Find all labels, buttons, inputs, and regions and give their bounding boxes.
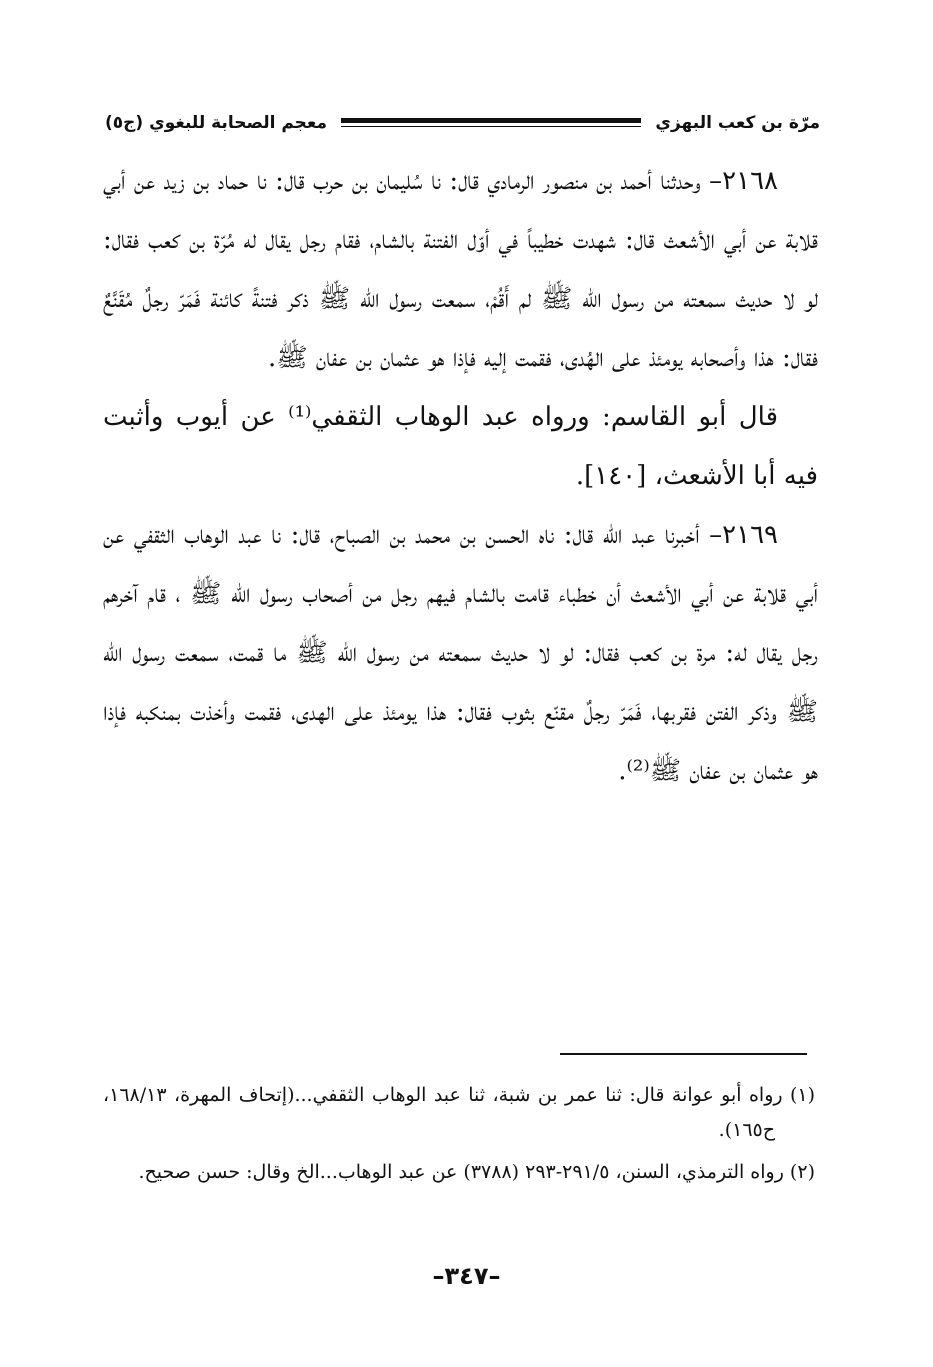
running-header — [105, 108, 820, 138]
footnotes — [103, 1078, 815, 1197]
footnote-2: (٢) رواه الترمذي، السنن، ٢٩١/٥-٢٩٣ (٣٧٨٨) عن عبد الوهاب...الخ وقال: حسن صحيح. — [138, 1161, 815, 1183]
footnote-1: (١) رواه أبو عوانة قال: ثنا عمر بن شبة، ثنا عبد الوهاب الثقفي...(إتحاف المهرة، ١٦٨/١٣، ح١٦٥). — [103, 1084, 815, 1141]
header-rule — [341, 118, 641, 123]
hadith-2168: ٢١٦٨– وحدثنا أحمد بن منصور الرمادي قال: نا سُليمان بن حرب قال: نا حماد بن زيد عن أبي قلابة عن أبي الأشعث قال: شهدت خطيباً في أوّل الفتنة بالشام، فقام رجل يقال له مُرّة بن كعب فقال: لو لا حديث سمعته من رسول اللّه ﷺ لم أَقُمْ، سمعت رسول اللّه ﷺ ذكر فتنةً كائنة فَمَرّ رجلٌ مُقَنَّعٌ فقال: هذا وأصحابه يومئذ على الهُدى، فقمت إليه فإذا هو عثمان بن عفان ﷺ. — [103, 166, 818, 373]
footnote-separator — [560, 1053, 807, 1055]
hadith-2169: ٢١٦٩– أخبرنا عبد اللّه قال: ناه الحسن بن محمد بن الصباح، قال: نا عبد الوهاب الثقفي عن أبي قلابة عن أبي الأشعث أن خطباء قامت بالشام فيهم رجل من أصحاب رسول اللّه ﷺ ، قام آخرهم رجل يقال له: مرة بن كعب فقال: لو لا حديث سمعته من رسول اللّه ﷺ ما قمت، سمعت رسول اللّه ﷺ وذكر الفتن فقربها، فَمَرّ رجلٌ مقنّع بثوب فقال: هذا يومئذ على الهدى، فقمت وأخذت بمنكبه فإذا هو عثمان بن عفان ﷺ⁽²⁾. — [103, 520, 818, 786]
commentary-abu-al-qasim: قال أبو القاسم: ورواه عبد الوهاب الثقفي⁽¹⁾ عن أيوب وأثبت فيه أبا الأشعث، [١٤٠]. — [103, 402, 818, 491]
page-number: –٣٤٧– — [432, 1262, 501, 1290]
header-entry-title: مرّة بن كعب البهزي — [655, 113, 820, 133]
main-text — [103, 152, 818, 801]
header-book-title: معجم الصحابة للبغوي (ج٥) — [105, 113, 328, 133]
